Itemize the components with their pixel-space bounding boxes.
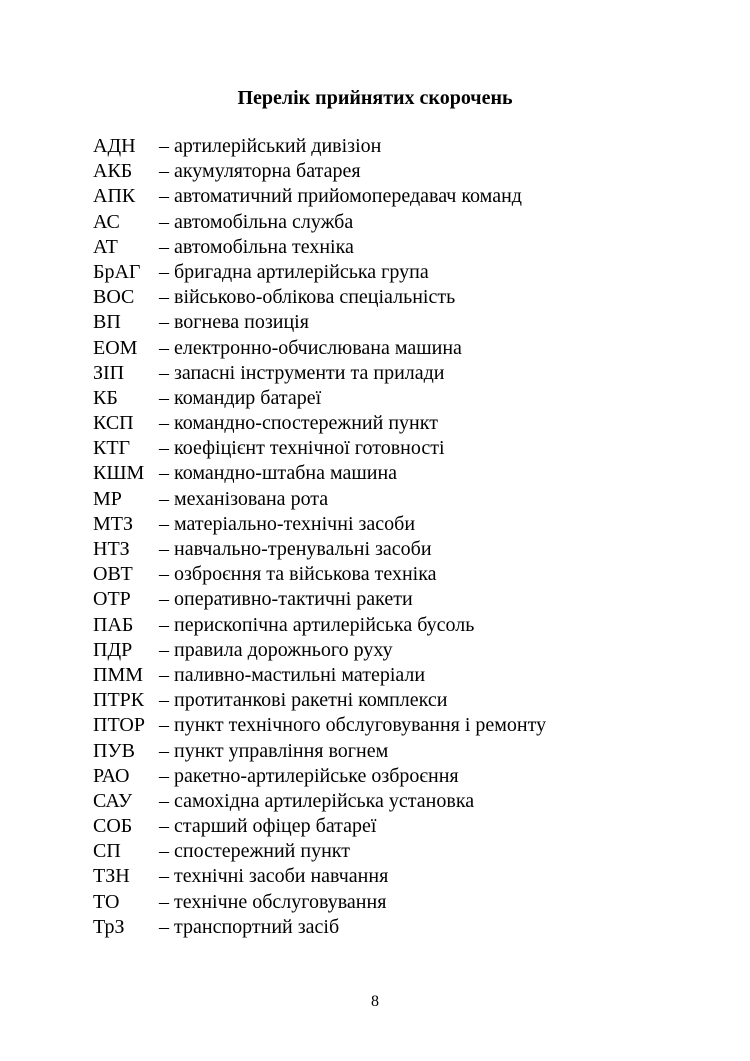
list-item	[93, 864, 546, 889]
abbreviation-definition: – оперативно-тактичні ракети	[159, 588, 413, 611]
abbreviation-code: КШМ	[93, 462, 145, 485]
abbreviation-definition: – пункт управління вогнем	[159, 739, 389, 762]
abbreviation-definition: – автоматичний прийомопередавач команд	[159, 185, 522, 208]
list-item	[93, 713, 546, 738]
abbreviation-code: АПК	[93, 185, 136, 208]
list-item	[93, 587, 546, 612]
abbreviation-code: ПАБ	[93, 613, 134, 636]
list-item	[93, 336, 546, 361]
list-item	[93, 890, 546, 915]
abbreviation-definition: – автомобільна техніка	[159, 235, 354, 258]
abbreviation-definition: – озброєння та військова техніка	[159, 563, 437, 586]
abbreviation-code: ПДР	[93, 638, 133, 661]
list-item	[93, 285, 546, 310]
abbreviation-code: ОТР	[93, 588, 131, 611]
list-item	[93, 789, 546, 814]
abbreviation-definition: – механізована рота	[159, 487, 329, 510]
abbreviation-code: ОВТ	[93, 563, 133, 586]
abbreviation-code: МТЗ	[93, 512, 134, 535]
abbreviation-definition: – матеріально-технічні засоби	[159, 512, 416, 535]
abbreviation-definition: – протитанкові ракетні комплекси	[159, 689, 448, 712]
abbreviation-code: КТГ	[93, 437, 131, 460]
abbreviation-code: РАО	[93, 764, 130, 787]
list-item	[93, 512, 546, 537]
abbreviation-definition: – паливно-мастильні матеріали	[159, 663, 426, 686]
list-item	[93, 562, 546, 587]
list-item	[93, 814, 546, 839]
abbreviation-definition: – спостережний пункт	[159, 840, 350, 863]
abbreviation-definition: – перископічна артилерійська бусоль	[159, 613, 475, 636]
list-item	[93, 210, 546, 235]
abbreviation-definition: – транспортний засіб	[159, 915, 340, 938]
page-number: 8	[371, 993, 379, 1010]
abbreviation-definition: – запасні інструменти та прилади	[159, 361, 445, 384]
abbreviation-code: ЕОМ	[93, 336, 138, 359]
abbreviation-definition: – командир батареї	[159, 386, 322, 409]
abbreviation-code: АКБ	[93, 160, 133, 183]
abbreviation-definition: – командно-спостережний пункт	[159, 412, 438, 435]
abbreviation-definition: – ракетно-артилерійське озброєння	[159, 764, 459, 787]
list-item	[93, 411, 546, 436]
abbreviation-definition: – навчально-тренувальні засоби	[159, 538, 432, 560]
abbreviation-code: ТрЗ	[93, 915, 125, 938]
abbreviation-definition: – бригадна артилерійська група	[159, 260, 429, 283]
abbreviation-code: СП	[93, 840, 121, 863]
abbreviation-code: КСП	[93, 412, 134, 435]
abbreviation-definition: – автомобільна служба	[159, 210, 354, 233]
abbreviation-code: БрАГ	[93, 260, 141, 283]
abbreviation-definition: – командно-штабна машина	[159, 462, 398, 485]
abbreviation-code: ВП	[93, 311, 121, 334]
abbreviation-code: ПУВ	[93, 739, 135, 762]
list-item	[93, 839, 546, 864]
list-item	[93, 487, 546, 512]
list-item	[93, 663, 546, 688]
abbreviation-code: ПММ	[93, 663, 144, 686]
list-item	[93, 386, 546, 411]
list-item	[93, 739, 546, 764]
abbreviation-definition: – правила дорожнього руху	[159, 638, 393, 661]
abbreviation-code: КБ	[93, 386, 118, 409]
abbreviation-code: ПТОР	[93, 714, 145, 737]
abbreviation-definition: – артилерійський дивізіон	[159, 135, 382, 157]
list-item	[93, 764, 546, 789]
abbreviation-code: ТЗН	[93, 865, 130, 888]
list-item	[93, 613, 546, 638]
abbreviation-definition: – військово-облікова спеціальність	[159, 286, 456, 309]
abbreviation-code: АДН	[93, 135, 136, 157]
list-item	[93, 134, 546, 159]
abbreviation-code: ПТРК	[93, 689, 145, 712]
list-item	[93, 184, 546, 209]
abbreviation-code: НТЗ	[93, 538, 130, 560]
list-item	[93, 361, 546, 386]
abbreviation-definition: – акумуляторна батарея	[159, 160, 361, 183]
list-item	[93, 537, 546, 562]
abbreviation-definition: – технічне обслуговування	[159, 890, 387, 913]
abbreviation-list	[93, 134, 546, 940]
abbreviation-code: СОБ	[93, 815, 133, 838]
abbreviation-code: САУ	[93, 789, 133, 812]
list-item	[93, 310, 546, 335]
abbreviation-definition: – самохідна артилерійська установка	[159, 789, 475, 812]
abbreviation-definition: – пункт технічного обслуговування і ремонту	[159, 714, 547, 737]
list-item	[93, 688, 546, 713]
abbreviation-code: ВОС	[93, 286, 135, 309]
abbreviation-code: АТ	[93, 235, 118, 258]
abbreviation-code: АС	[93, 210, 120, 233]
list-item	[93, 461, 546, 486]
list-item	[93, 159, 546, 184]
page-title: Перелік прийнятих скорочень	[237, 87, 513, 109]
list-item	[93, 436, 546, 461]
abbreviation-code: ТО	[93, 890, 120, 913]
list-item	[93, 638, 546, 663]
abbreviation-definition: – вогнева позиція	[159, 311, 309, 334]
abbreviation-code: МР	[93, 487, 122, 510]
abbreviation-definition: – технічні засоби навчання	[159, 865, 389, 888]
abbreviation-definition: – коефіцієнт технічної готовності	[159, 437, 445, 460]
abbreviation-definition: – старший офіцер батареї	[159, 815, 377, 838]
abbreviation-definition: – електронно-обчислювана машина	[159, 336, 462, 359]
list-item	[93, 260, 546, 285]
list-item	[93, 235, 546, 260]
abbreviation-code: ЗІП	[93, 361, 125, 384]
list-item	[93, 915, 546, 940]
